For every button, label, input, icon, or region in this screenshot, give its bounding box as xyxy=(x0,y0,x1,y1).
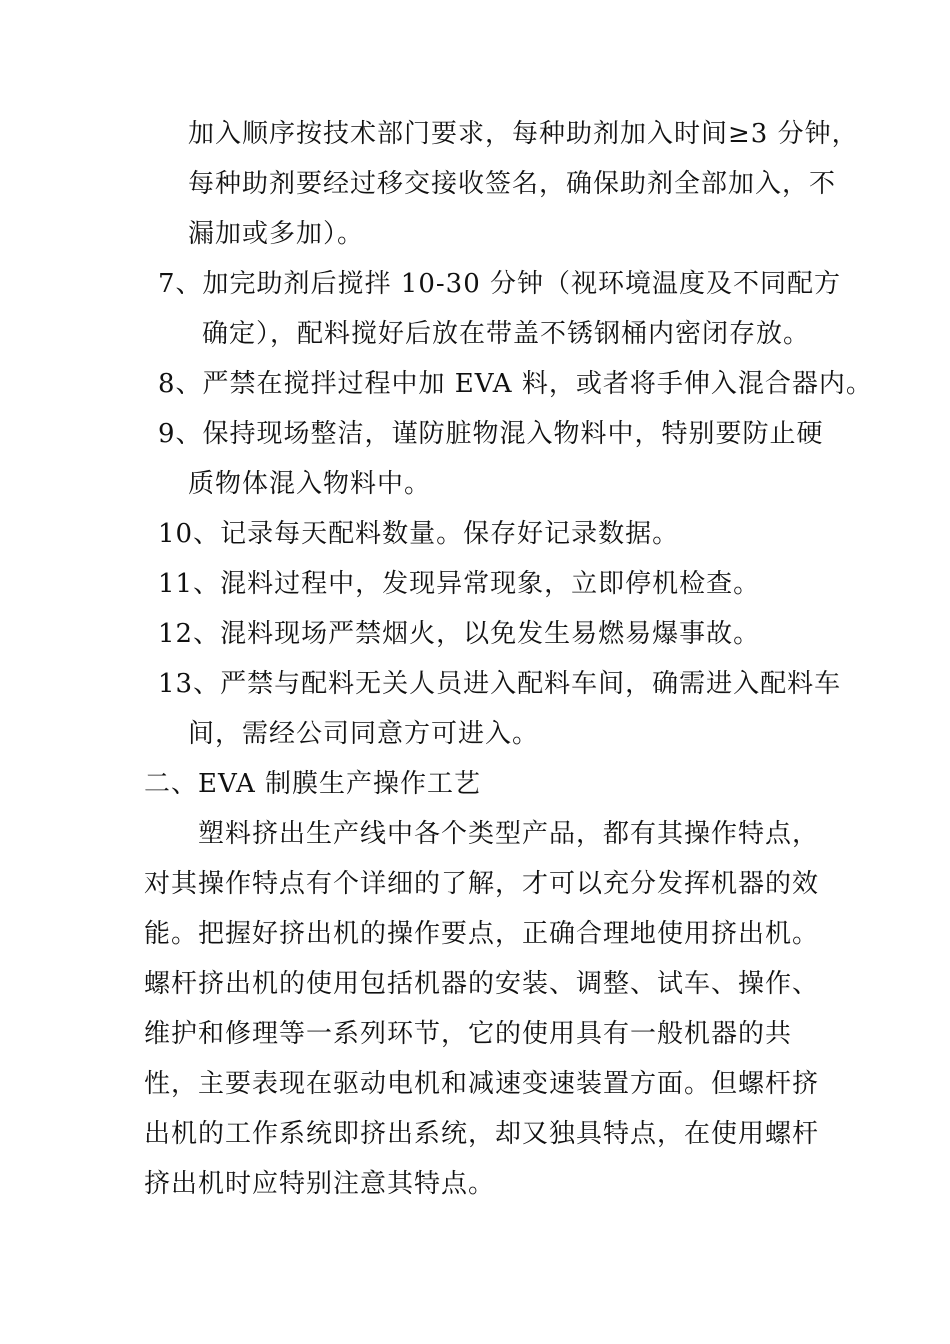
list-item-9-line-2: 质物体混入物料中。 xyxy=(188,469,432,499)
list-item-13-line-2: 间，需经公司同意方可进入。 xyxy=(188,719,540,749)
paragraph-line-7: 出机的工作系统即挤出系统，却又独具特点，在使用螺杆 xyxy=(144,1119,820,1149)
list-item-8 xyxy=(158,368,873,400)
list-item-number: 11、 xyxy=(158,569,221,599)
list-item-11 xyxy=(158,568,760,600)
list-item-text: 加完助剂后搅拌 10-30 分钟（视环境温度及不同配方 xyxy=(202,269,842,299)
continuation-line-3: 漏加或多加）。 xyxy=(188,219,365,249)
list-item-number: 10、 xyxy=(158,519,221,549)
list-item-9 xyxy=(158,418,824,450)
list-item-text: 严禁在搅拌过程中加 EVA 料，或者将手伸入混合器内。 xyxy=(202,369,873,399)
list-item-text: 混料过程中，发现异常现象，立即停机检查。 xyxy=(220,569,761,599)
list-item-12 xyxy=(158,618,760,650)
paragraph-line-8: 挤出机时应特别注意其特点。 xyxy=(144,1169,496,1199)
list-item-13 xyxy=(158,668,841,700)
paragraph-line-4: 螺杆挤出机的使用包括机器的安装、调整、试车、操作、 xyxy=(144,969,820,999)
list-item-7 xyxy=(158,268,841,300)
list-item-text: 记录每天配料数量。保存好记录数据。 xyxy=(220,519,680,549)
paragraph-line-6: 性，主要表现在驱动电机和减速变速装置方面。但螺杆挤 xyxy=(144,1069,820,1099)
list-item-number: 7、 xyxy=(158,269,203,299)
paragraph-line-5: 维护和修理等一系列环节，它的使用具有一般机器的共 xyxy=(144,1019,793,1049)
continuation-line-2: 每种助剂要经过移交接收签名，确保助剂全部加入，不 xyxy=(188,169,837,199)
section-heading: 二、EVA 制膜生产操作工艺 xyxy=(144,769,482,799)
list-item-text: 混料现场严禁烟火，以免发生易燃易爆事故。 xyxy=(220,619,761,649)
list-item-number: 12、 xyxy=(158,619,221,649)
list-item-number: 8、 xyxy=(158,369,203,399)
list-item-text: 严禁与配料无关人员进入配料车间，确需进入配料车 xyxy=(220,669,842,699)
list-item-7-line-2: 确定），配料搅好后放在带盖不锈钢桶内密闭存放。 xyxy=(202,319,811,349)
paragraph-line-1: 塑料挤出生产线中各个类型产品，都有其操作特点， xyxy=(198,819,820,849)
paragraph-line-2: 对其操作特点有个详细的了解，才可以充分发挥机器的效 xyxy=(144,869,820,899)
list-item-10 xyxy=(158,518,679,550)
list-item-text: 保持现场整洁，谨防脏物混入物料中，特别要防止硬 xyxy=(202,419,824,449)
paragraph-line-3: 能。把握好挤出机的操作要点，正确合理地使用挤出机。 xyxy=(144,919,820,949)
list-item-number: 13、 xyxy=(158,669,221,699)
list-item-number: 9、 xyxy=(158,419,203,449)
continuation-line-1: 加入顺序按技术部门要求，每种助剂加入时间≥3 分钟， xyxy=(188,119,859,149)
